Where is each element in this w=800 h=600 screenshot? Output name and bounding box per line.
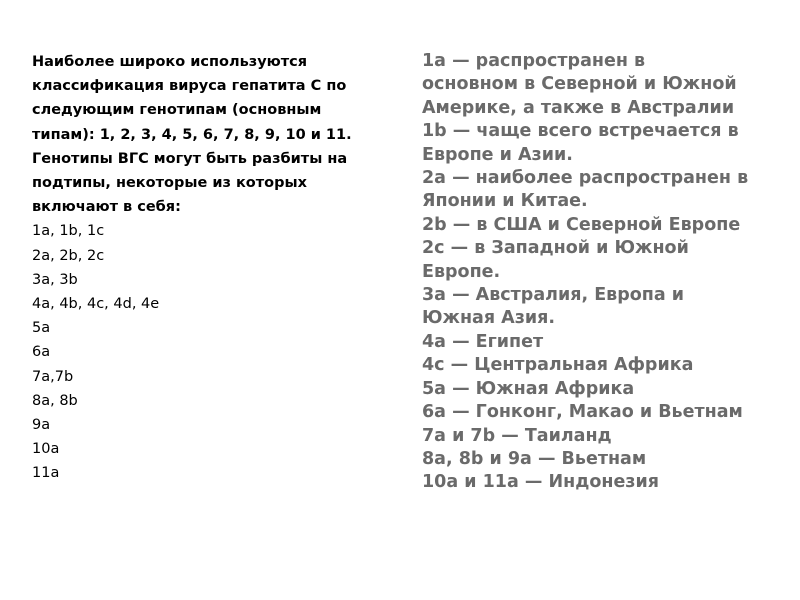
subtype-item: 9a [32,417,51,434]
geography-line: 6a — Гонконг, Макао и Вьетнам [422,402,743,423]
intro-line: включают в себя: [32,199,181,216]
intro-line: Генотипы ВГС могут быть разбиты на [32,150,348,167]
subtype-item: 1a, 1b, 1c [32,223,105,240]
geography-line: 4a — Египет [422,331,544,352]
geography-line: 10a и 11a — Индонезия [422,472,659,493]
subtype-item: 2a, 2b, 2c [32,247,105,264]
subtype-item: 5a [32,320,51,337]
subtype-item: 6a [32,344,51,361]
intro-line: классификация вируса гепатита С по [32,78,347,95]
geography-line: основном в Северной и Южной [422,74,737,95]
geography-line: 1b — чаще всего встречается в [422,121,739,142]
subtype-item: 10a [32,441,60,458]
intro-line: подтипы, некоторые из которых [32,175,307,192]
geography-line: 2c — в Западной и Южной [422,238,689,259]
geography-line: 2a — наиболее распространен в [422,168,749,189]
genotype-geography-list [422,50,782,495]
geography-line: 4c — Центральная Африка [422,355,694,376]
intro-line: Наиболее широко используются [32,54,308,70]
subtype-item: 4a, 4b, 4c, 4d, 4e [32,296,160,313]
geography-line: 1a — распространен в [422,51,646,71]
geography-line: 8a, 8b и 9a — Вьетнам [422,448,647,469]
geography-line: Европе. [422,261,501,282]
geography-line: 2b — в США и Северной Европе [422,214,741,235]
subtype-list [32,219,372,485]
subtype-item: 11a [32,465,60,482]
geography-line: 5a — Южная Африка [422,378,635,399]
geography-line: Америке, а также в Австралии [422,97,735,118]
geography-line: 3a — Австралия, Европа и [422,285,685,306]
subtype-item: 7a,7b [32,368,74,385]
subtype-item: 8a, 8b [32,392,78,409]
intro-line: типам): 1, 2, 3, 4, 5, 6, 7, 8, 9, 10 и 11. [32,126,352,143]
subtype-item: 3a, 3b [32,271,78,288]
geography-line: Европе и Азии. [422,144,573,165]
geography-line: Японии и Китае. [422,191,588,212]
intro-paragraph [32,50,372,219]
geography-line: 7a и 7b — Таиланд [422,425,612,446]
genotype-classification-text [32,50,372,486]
geography-line: Южная Азия. [422,308,556,329]
intro-line: следующим генотипам (основным [32,102,322,119]
